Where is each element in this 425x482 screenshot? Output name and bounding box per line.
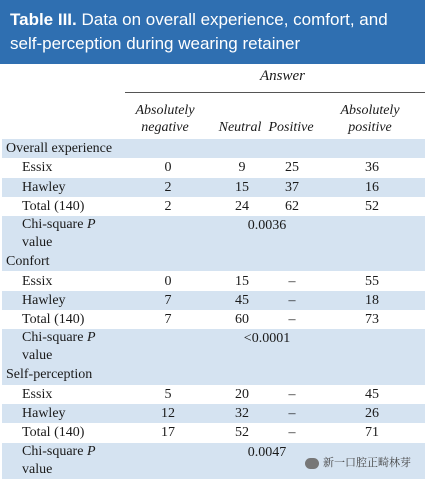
table-row xyxy=(2,291,425,310)
row-value: 26 xyxy=(365,406,379,421)
row-value: 17 xyxy=(161,425,175,441)
row-label: Total (140) xyxy=(22,312,85,328)
table-row xyxy=(2,272,425,291)
row-value: 36 xyxy=(365,160,379,176)
row-value: 60 xyxy=(235,312,249,328)
chi-square-label-line xyxy=(22,443,96,461)
row-label: Hawley xyxy=(22,292,66,308)
p-value: 0.0036 xyxy=(247,218,287,234)
row-value: – xyxy=(288,425,296,441)
row-label: Essix xyxy=(22,160,53,176)
row-value: 52 xyxy=(365,198,379,214)
section-title: Self-perception xyxy=(6,367,93,383)
p-symbol: P xyxy=(86,443,96,459)
row-value: 45 xyxy=(235,292,249,308)
row-value: 0 xyxy=(164,160,172,176)
p-value: 0.0047 xyxy=(247,444,287,460)
chi-square-text: Chi-square P xyxy=(22,217,96,233)
row-value: 71 xyxy=(365,425,379,441)
p-symbol: P xyxy=(86,330,96,346)
table-row xyxy=(2,385,425,404)
row-value: 15 xyxy=(235,179,249,195)
col-head-line: Absolutely xyxy=(135,103,195,118)
row-label: Total (140) xyxy=(22,198,85,214)
table-row xyxy=(2,423,425,442)
row-label: Total (140) xyxy=(22,425,85,441)
chi-square-row xyxy=(2,329,425,365)
row-value: 62 xyxy=(285,198,299,214)
row-label: Essix xyxy=(22,386,53,402)
table-row xyxy=(2,178,425,197)
row-value: 24 xyxy=(235,198,249,214)
row-value: 2 xyxy=(164,198,172,214)
section-title: Confort xyxy=(6,254,50,270)
section-title: Overall experience xyxy=(6,141,113,156)
col-head-line: negative xyxy=(141,120,189,135)
chi-square-text: Chi-square P xyxy=(22,443,96,459)
col-absolutely-negative xyxy=(120,102,210,136)
chi-square-label-line: value xyxy=(22,461,53,477)
row-value: 45 xyxy=(365,386,379,402)
row-value: 0 xyxy=(164,273,172,289)
chi-square-row xyxy=(2,216,425,252)
row-value: – xyxy=(288,386,296,402)
answer-header: Answer xyxy=(260,68,305,84)
col-head-line: positive xyxy=(348,120,392,135)
watermark-text: 新一口腔正畸林芽 xyxy=(323,457,411,469)
row-value: 73 xyxy=(365,312,379,328)
row-value: – xyxy=(288,273,296,289)
row-value: 20 xyxy=(235,386,249,402)
row-value: – xyxy=(288,292,296,308)
table-title: Data on overall experience, comfort, and self-perception during wearing retainer xyxy=(10,10,388,53)
row-label: Essix xyxy=(22,273,53,289)
watermark xyxy=(305,452,423,474)
row-value: 5 xyxy=(164,386,172,402)
header-divider xyxy=(125,92,425,93)
chi-square-label xyxy=(22,216,96,252)
row-value: 9 xyxy=(238,160,246,176)
chi-square-label-line xyxy=(22,329,96,347)
row-value: 2 xyxy=(164,179,172,195)
col-positive: Positive xyxy=(268,120,314,135)
row-value: 16 xyxy=(365,179,379,195)
p-symbol: P xyxy=(86,217,96,233)
row-value: – xyxy=(288,406,296,421)
p-value: <0.0001 xyxy=(243,331,291,347)
row-value: 52 xyxy=(235,425,249,441)
section-row xyxy=(2,139,425,158)
table-row xyxy=(2,158,425,177)
wechat-icon xyxy=(305,458,319,469)
chi-square-label xyxy=(22,329,96,365)
row-value: 7 xyxy=(164,292,172,308)
row-value: 32 xyxy=(235,406,249,421)
chi-square-label-line xyxy=(22,216,96,234)
col-absolutely-positive xyxy=(325,102,415,136)
table-number: Table III. xyxy=(10,10,77,29)
section-row xyxy=(2,252,425,271)
col-head-line: Absolutely xyxy=(340,103,400,118)
table-caption xyxy=(0,0,425,64)
row-value: 25 xyxy=(285,160,299,176)
row-value: 15 xyxy=(235,273,249,289)
chi-square-text: Chi-square P xyxy=(22,330,96,346)
col-neutral: Neutral xyxy=(218,120,262,135)
row-value: 7 xyxy=(164,312,172,328)
row-value: 37 xyxy=(285,179,299,195)
row-label: Hawley xyxy=(22,406,66,421)
row-value: 55 xyxy=(365,273,379,289)
table-row xyxy=(2,310,425,329)
chi-square-label xyxy=(22,443,96,479)
row-value: 12 xyxy=(161,406,175,421)
row-value: 18 xyxy=(365,292,379,308)
chi-square-label-line: value xyxy=(22,348,53,364)
section-row xyxy=(2,365,425,384)
chi-square-label-line: value xyxy=(22,235,53,251)
row-label: Hawley xyxy=(22,179,66,195)
table-row xyxy=(2,404,425,423)
table-row xyxy=(2,197,425,216)
row-value: – xyxy=(288,312,296,328)
